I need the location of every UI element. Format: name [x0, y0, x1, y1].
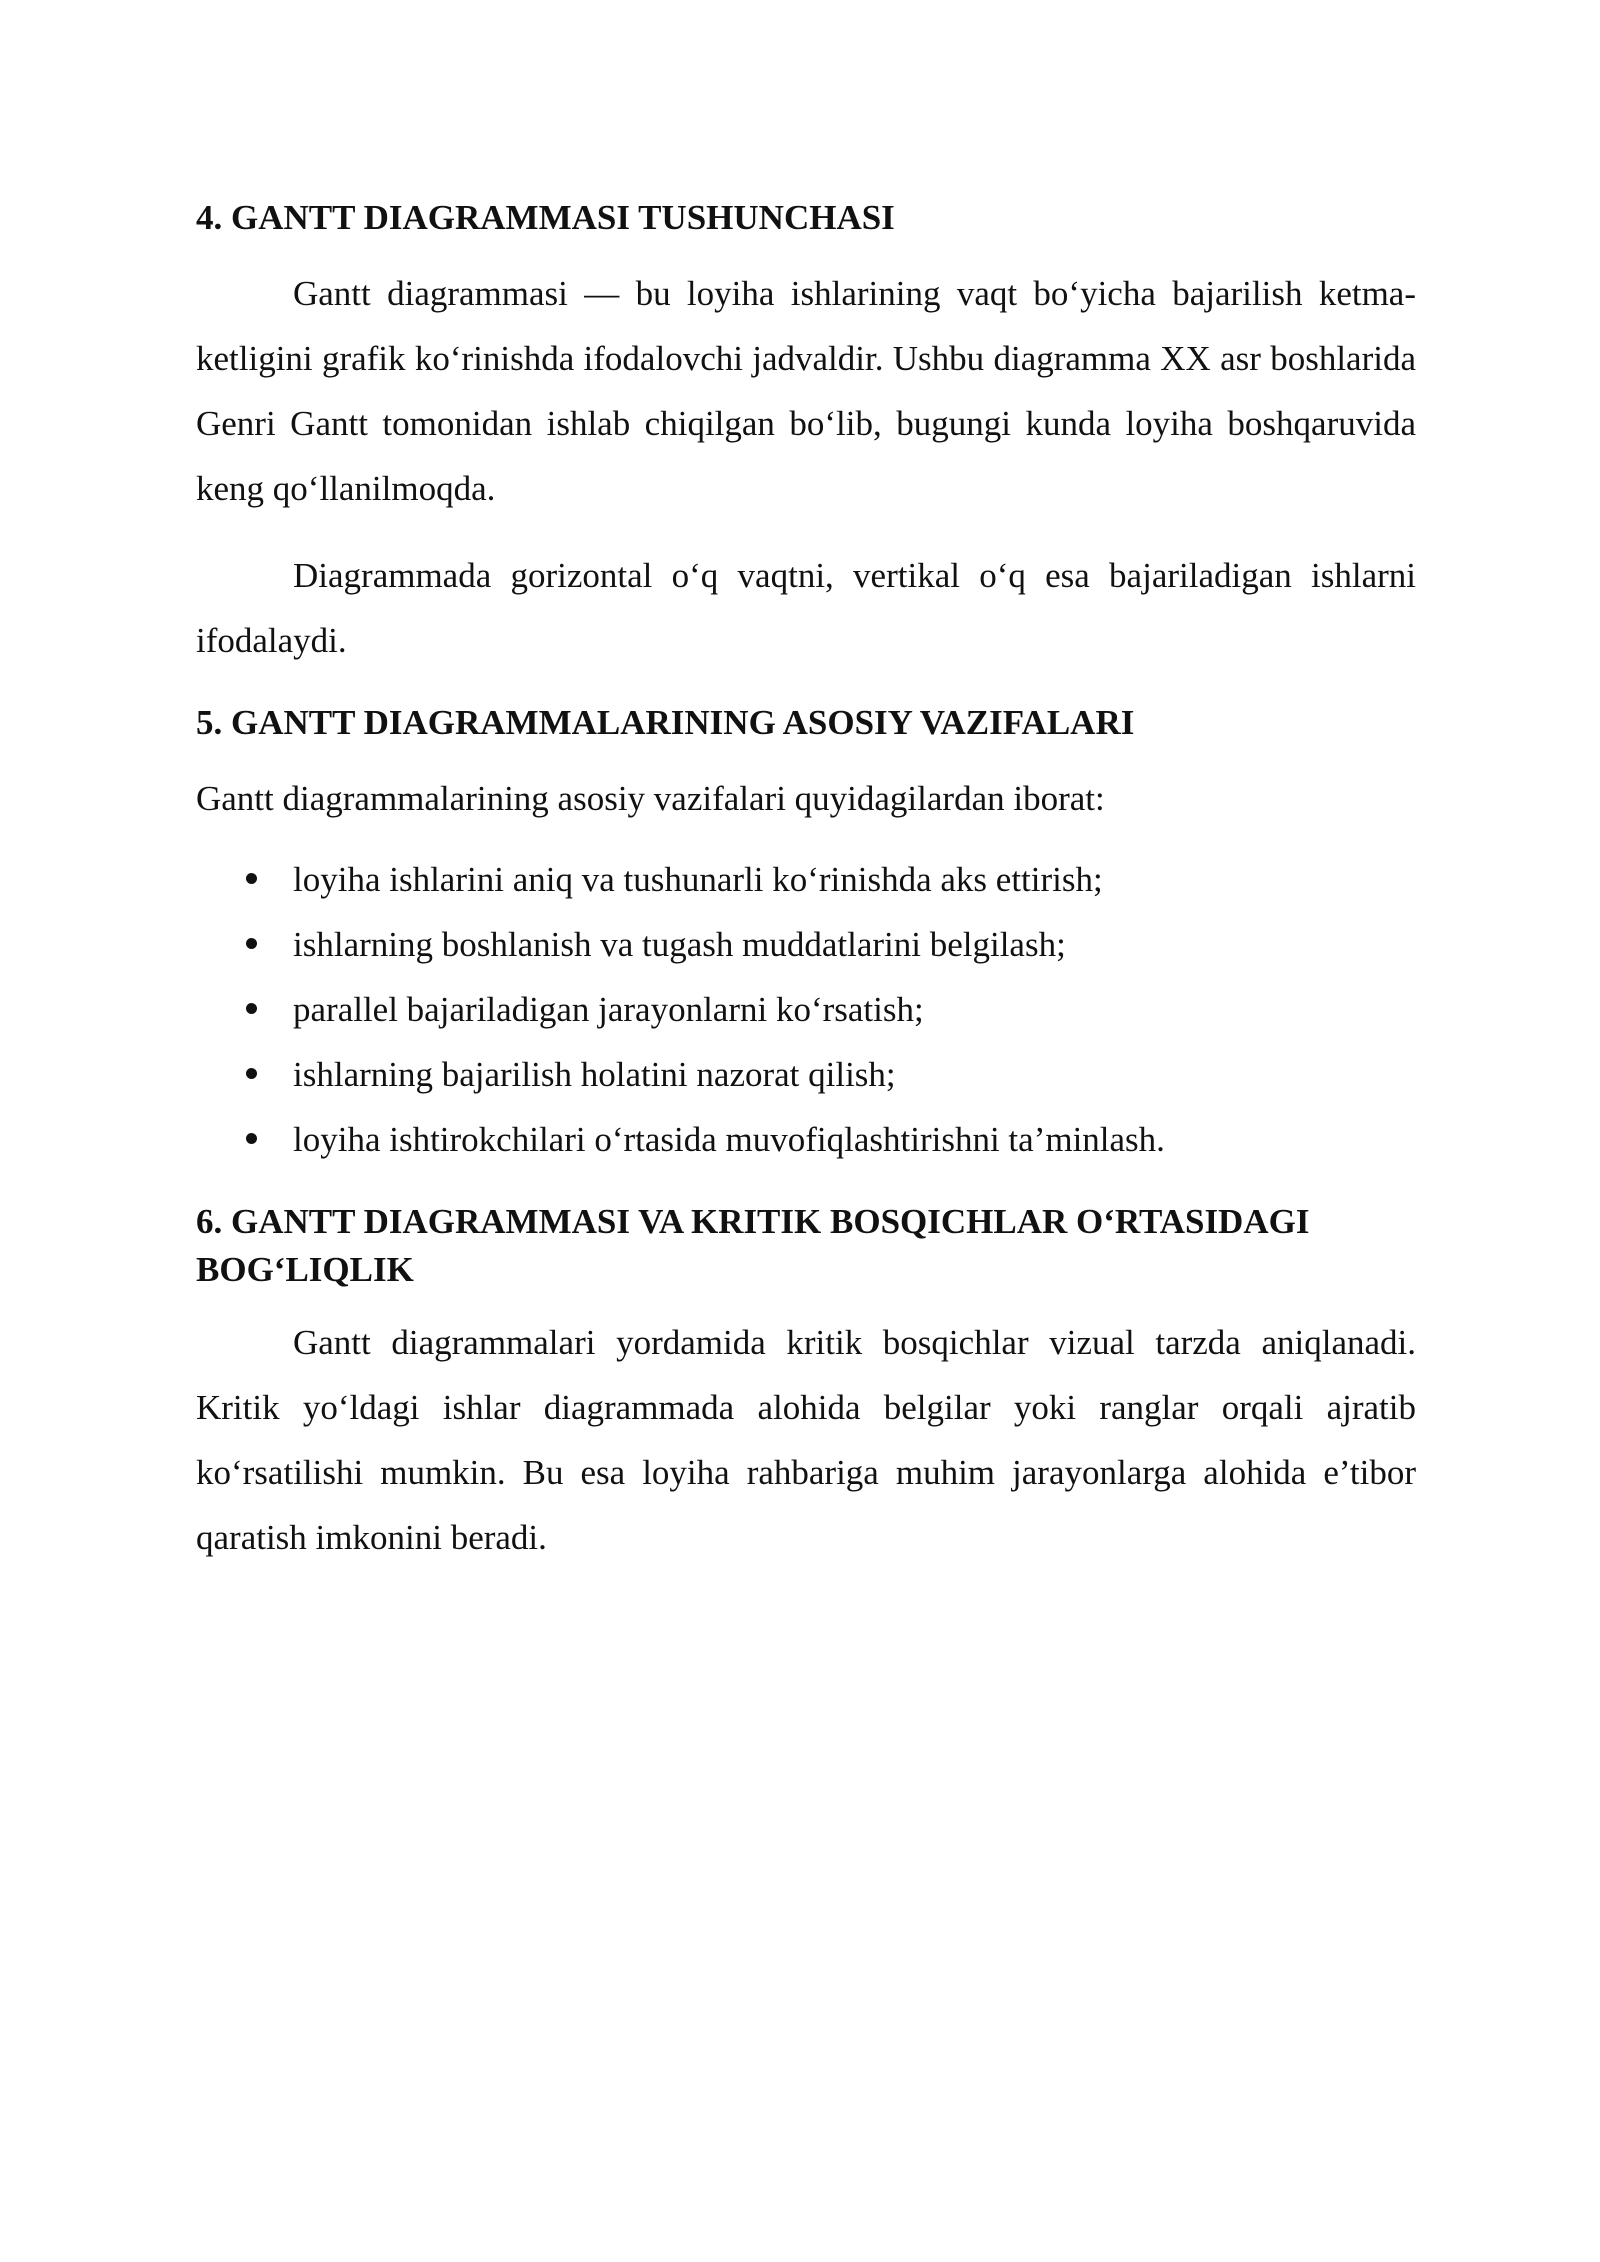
list-item — [196, 977, 1416, 1042]
section-4-paragraph-2: Diagrammada gorizontal o‘q vaqtni, vertikal o‘q esa bajariladigan ishlarni ifodalaydi. — [196, 556, 1416, 660]
document-page — [196, 190, 1416, 1570]
list-item-text: loyiha ishlarini aniq va tushunarli ko‘rinishda aks ettirish; — [293, 860, 1103, 899]
section-5-intro: Gantt diagrammalarining asosiy vazifalari quyidagilardan iborat: — [196, 779, 1105, 818]
section-5-list — [196, 847, 1416, 1172]
list-item — [196, 912, 1416, 977]
list-item-text: ishlarning bajarilish holatini nazorat qilish; — [293, 1055, 896, 1094]
section-4-paragraph-1: Gantt diagrammasi — bu loyiha ishlarining vaqt bo‘yicha bajarilish ketma-ketligini grafik ko‘rinishda ifodalovchi jadvaldir. Ushbu diagramma XX asr boshlarida Genri Gantt tomonidan ishlab chiqilgan bo‘lib, bugungi kunda loyiha boshqaruvida keng qo‘llanilmoqda. — [196, 274, 1416, 508]
bullet-icon — [246, 1133, 257, 1144]
section-5-heading: 5. GANTT DIAGRAMMALARINING ASOSIY VAZIFALARI — [196, 703, 1135, 742]
list-item — [196, 1042, 1416, 1107]
list-item-text: parallel bajariladigan jarayonlarni ko‘rsatish; — [293, 990, 924, 1029]
list-item-text: ishlarning boshlanish va tugash muddatlarini belgilash; — [293, 925, 1066, 964]
section-6-heading: 6. GANTT DIAGRAMMASI VA KRITIK BOSQICHLAR O‘RTASIDAGI BOG‘LIQLIK — [196, 1202, 1310, 1289]
list-item — [196, 1107, 1416, 1172]
bullet-icon — [246, 873, 257, 884]
bullet-icon — [246, 938, 257, 949]
bullet-icon — [246, 1003, 257, 1014]
list-item-text: loyiha ishtirokchilari o‘rtasida muvofiqlashtirishni ta’minlash. — [293, 1120, 1165, 1159]
list-item — [196, 847, 1416, 912]
section-6-paragraph-1: Gantt diagrammalari yordamida kritik bosqichlar vizual tarzda aniqlanadi. Kritik yo‘ldagi ishlar diagrammada alohida belgilar yoki ranglar orqali ajratib ko‘rsatilishi mumkin. Bu esa loyiha rahbariga muhim jarayonlarga alohida e’tibor qaratish imkonini beradi. — [196, 1323, 1416, 1557]
section-4-heading: 4. GANTT DIAGRAMMASI TUSHUNCHASI — [196, 198, 895, 237]
bullet-icon — [246, 1068, 257, 1079]
